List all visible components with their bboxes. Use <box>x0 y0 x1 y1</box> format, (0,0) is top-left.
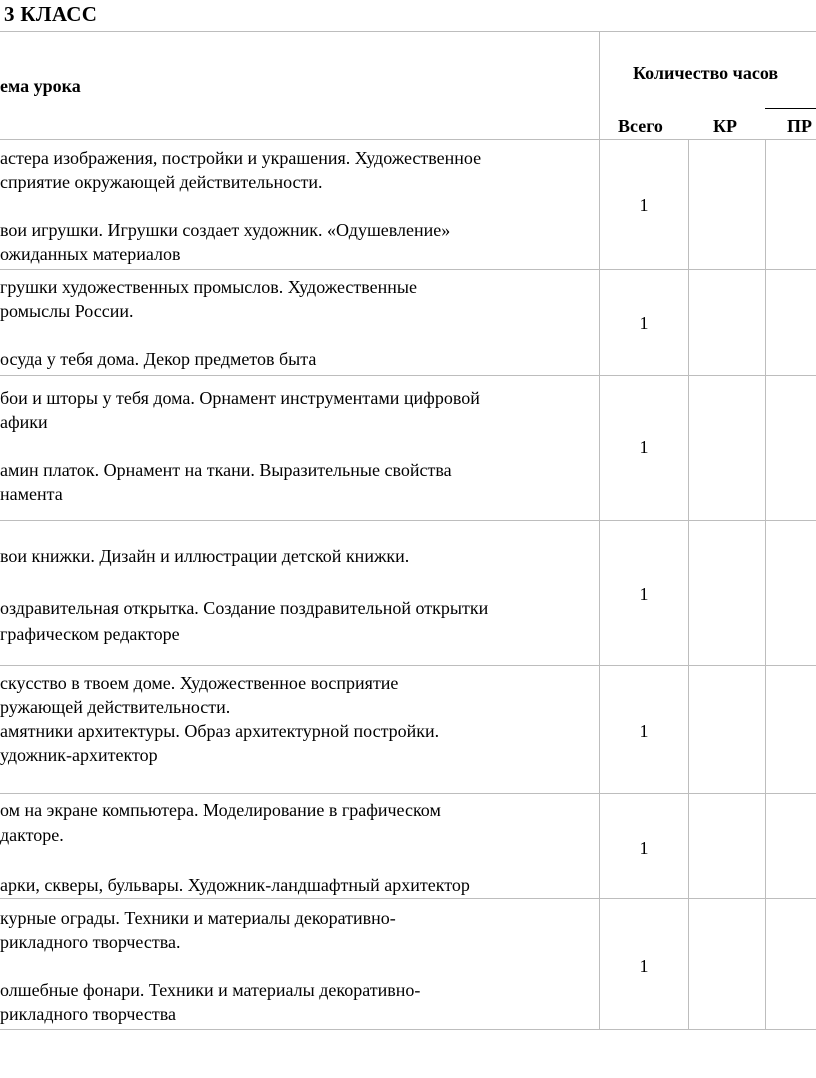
total-header: Всего <box>618 116 663 136</box>
lesson-topic-line: оздравительная открытка. Создание поздравительной открытки <box>0 598 489 618</box>
table-row <box>0 671 439 767</box>
kr-header: КР <box>713 116 738 136</box>
lesson-topic-line <box>0 323 417 347</box>
lesson-topic-line: грушки художественных промыслов. Художественные <box>0 277 417 297</box>
row-divider <box>0 375 816 376</box>
lesson-topic-line <box>0 954 420 978</box>
total-hours-value: 1 <box>639 584 649 604</box>
topic-column-border <box>599 31 600 1030</box>
lesson-topic-line: ружающей действительности. <box>0 697 231 717</box>
total-hours-value: 1 <box>639 437 649 457</box>
lesson-topic-line: афики <box>0 412 48 432</box>
table-row <box>0 544 488 648</box>
topic-header: ема урока <box>0 76 81 96</box>
lesson-topic-line: арки, скверы, бульвары. Художник-ландшафтный архитектор <box>0 875 470 895</box>
lesson-topic-line: курные ограды. Техники и материалы декоративно- <box>0 908 396 928</box>
lesson-topic-line: удожник-архитектор <box>0 745 158 765</box>
total-hours-value: 1 <box>639 838 649 858</box>
lesson-topic-line: рикладного творчества <box>0 1004 176 1024</box>
lesson-topic-line: вои книжки. Дизайн и иллюстрации детской книжки. <box>0 546 410 566</box>
lesson-topic-line: амятники архитектуры. Образ архитектурной постройки. <box>0 721 440 741</box>
row-divider <box>0 898 816 899</box>
table-row <box>0 906 420 1026</box>
document-title: 3 КЛАСС <box>4 2 98 26</box>
row-divider <box>0 665 816 666</box>
lesson-topic-line: дакторе. <box>0 825 64 845</box>
lesson-topic-line: рикладного творчества. <box>0 932 181 952</box>
kr-column-border <box>765 139 766 1030</box>
table-border-bottom <box>0 1029 816 1030</box>
lesson-topic-line: ромыслы России. <box>0 301 134 321</box>
lesson-topic-line <box>0 434 480 458</box>
lesson-topic-line: амин платок. Орнамент на ткани. Выразительные свойства <box>0 460 452 480</box>
total-hours-value: 1 <box>639 313 649 333</box>
row-divider <box>0 793 816 794</box>
table-row <box>0 386 480 506</box>
header-bottom-rule <box>0 139 816 140</box>
lesson-topic-line: ом на экране компьютера. Моделирование в графическом <box>0 800 441 820</box>
total-hours-value: 1 <box>639 195 649 215</box>
hours-header: Количество часов <box>633 63 779 83</box>
pr-header: ПР <box>787 116 812 136</box>
table-border-top <box>0 31 816 32</box>
lesson-topic-line: олшебные фонари. Техники и материалы декоративно- <box>0 980 421 1000</box>
lesson-topic-line: графическом редакторе <box>0 624 180 644</box>
table-row <box>0 275 417 371</box>
lesson-topic-line <box>0 570 488 596</box>
lesson-topic-line: астера изображения, постройки и украшения. Художественное <box>0 148 482 168</box>
total-hours-value: 1 <box>639 956 649 976</box>
row-divider <box>0 520 816 521</box>
lesson-topic-line: скусство в твоем доме. Художественное восприятие <box>0 673 399 693</box>
lesson-topic-line: вои игрушки. Игрушки создает художник. «Одушевление» <box>0 220 451 240</box>
table-row <box>0 798 470 898</box>
hours-subheader-rule <box>765 108 816 109</box>
row-divider <box>0 269 816 270</box>
lesson-topic-line <box>0 194 481 218</box>
total-hours-value: 1 <box>639 721 649 741</box>
lesson-topic-line: сприятие окружающей действительности. <box>0 172 323 192</box>
lesson-topic-line: ожиданных материалов <box>0 244 181 264</box>
lesson-topic-line: намента <box>0 484 63 504</box>
table-row <box>0 146 481 266</box>
lesson-topic-line <box>0 848 470 873</box>
lesson-topic-line: осуда у тебя дома. Декор предметов быта <box>0 349 317 369</box>
lesson-topic-line: бои и шторы у тебя дома. Орнамент инструментами цифровой <box>0 388 480 408</box>
